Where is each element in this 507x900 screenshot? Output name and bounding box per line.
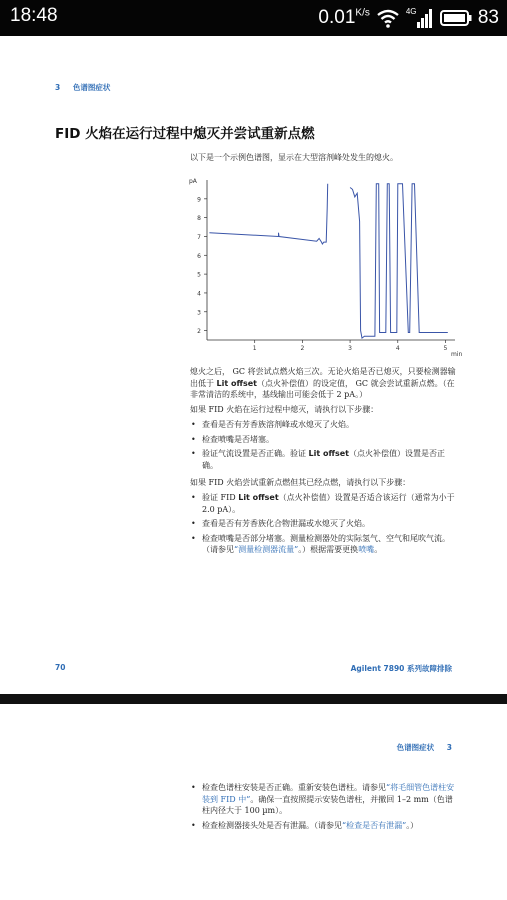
list-item: • 检查喷嘴是否堵塞。 xyxy=(190,434,458,446)
item-bold: Lit offset xyxy=(238,493,279,502)
paragraph-reignite xyxy=(190,366,458,401)
y-tick-label: 5 xyxy=(197,271,201,279)
chapter-title: 色谱图症状 xyxy=(72,83,111,92)
series-line-1 xyxy=(209,184,327,244)
paragraph-steps-intro: 如果 FID 火焰在运行过程中熄灭，请执行以下步骤： xyxy=(190,405,379,414)
battery-icon xyxy=(440,9,472,27)
steps-list-3 xyxy=(190,782,458,834)
y-tick-label: 7 xyxy=(197,233,201,241)
net-speed-unit: K/s xyxy=(355,7,370,19)
wifi-icon xyxy=(376,8,400,28)
list-item xyxy=(190,492,458,515)
x-tick-label: 5 xyxy=(443,345,448,352)
series-line-2 xyxy=(350,184,448,338)
link-jet[interactable]: 喷嘴 xyxy=(358,545,375,554)
list-item xyxy=(190,782,458,817)
link-install-column[interactable]: “将毛细管色谱柱安装到 FID 中” xyxy=(202,783,455,804)
footer-title: Agilent 7890 系列故障排除 xyxy=(350,664,452,673)
list-item xyxy=(190,820,458,832)
item-text-a: 检查色谱柱安装是否正确。重新安装色谱柱。请参见 xyxy=(202,783,386,792)
y-tick-label: 4 xyxy=(197,290,201,298)
page-header xyxy=(55,82,110,93)
intro-text: 以下是一个示例色谱图，显示在大型溶剂峰处发生的熄火。 xyxy=(190,153,398,162)
item-text-b: 。）根据需要更换 xyxy=(298,545,359,554)
item-text-c: 。 xyxy=(374,545,383,554)
para1-bold: Lit offset xyxy=(216,378,257,388)
item-text-a: 检查喷嘴是否部分堵塞。测量检测器处的实际氢气、空气和尾吹气流。（请参见 xyxy=(202,533,450,554)
para1-text-b: （点火补偿值）的设定值， GC 就会尝试重新点燃。（在非常清洁的系统中，基线输出可能会低于 2 pA。） xyxy=(190,378,455,399)
network-type: 4G xyxy=(405,7,417,16)
x-tick-label: 3 xyxy=(348,345,352,352)
page-number: 70 xyxy=(55,663,66,672)
steps-list-2 xyxy=(190,492,458,559)
y-axis-label: pA xyxy=(189,178,197,185)
list-item: • 查看是否有芳香族溶剂峰或水熄灭了火焰。 xyxy=(190,419,458,431)
item-text-b: 。确保一直按照提示安装色谱柱，并撤回 1–2 mm（色谱柱内径大于 100 µm）。 xyxy=(202,794,453,815)
clock: 18:48 xyxy=(10,5,58,26)
document-page-2 xyxy=(0,704,507,900)
x-axis-label: min xyxy=(451,351,463,358)
item-text-a: 验证 FID xyxy=(202,493,239,502)
item-text-b: 。） xyxy=(406,820,419,830)
chapter-number: 3 xyxy=(446,743,452,752)
item-text-b: （点火补偿值）设置是否适合该运行（通常为小于 2.0 pA）。 xyxy=(202,493,455,514)
list-item xyxy=(190,533,458,556)
y-tick-label: 2 xyxy=(197,328,201,336)
item-text-b: （点火补偿值）设置是否正确。 xyxy=(202,449,445,470)
section-title: FID 火焰在运行过程中熄灭并尝试重新点燃 xyxy=(55,126,315,142)
list-item: • 查看是否有芳香族化合物泄漏或水熄灭了火焰。 xyxy=(190,518,458,530)
x-tick-label: 2 xyxy=(300,345,305,352)
net-speed-value: 0.01 xyxy=(318,7,356,28)
x-tick-label: 1 xyxy=(252,345,257,352)
chromatogram-chart xyxy=(185,172,463,358)
list-item xyxy=(190,448,458,471)
steps-list-1 xyxy=(190,419,458,474)
document-page-1 xyxy=(0,36,507,696)
y-tick-label: 6 xyxy=(197,252,201,260)
x-tick-label: 4 xyxy=(395,345,400,352)
y-tick-label: 3 xyxy=(197,309,201,317)
item-text-a: 检查检测器接头处是否有泄漏。（请参见 xyxy=(202,820,342,830)
signal-icon xyxy=(406,7,434,29)
status-bar xyxy=(0,0,507,36)
item-text-a: 验证气流设置是否正确。验证 xyxy=(202,449,309,458)
y-tick-label: 9 xyxy=(197,196,201,204)
para1-text-a: 熄火之后， GC 将尝试点燃火焰三次。无论火焰是否已熄灭，只要检测器输出低于 xyxy=(190,367,456,388)
y-tick-label: 8 xyxy=(197,215,201,223)
chapter-title: 色谱图症状 xyxy=(396,743,435,752)
battery-level: 83 xyxy=(477,7,499,28)
page-header xyxy=(397,742,452,753)
page-separator xyxy=(0,694,507,704)
link-measure-flow[interactable]: “测量检测器流量” xyxy=(234,545,299,554)
chapter-number: 3 xyxy=(55,83,61,92)
status-icons xyxy=(318,5,499,31)
item-bold: Lit offset xyxy=(308,449,349,458)
net-speed xyxy=(318,7,369,29)
link-check-leaks[interactable]: “检查是否有泄漏” xyxy=(342,820,407,830)
paragraph-steps-intro-2: 如果 FID 火焰尝试重新点燃但其已经点燃，请执行以下步骤： xyxy=(190,478,411,487)
